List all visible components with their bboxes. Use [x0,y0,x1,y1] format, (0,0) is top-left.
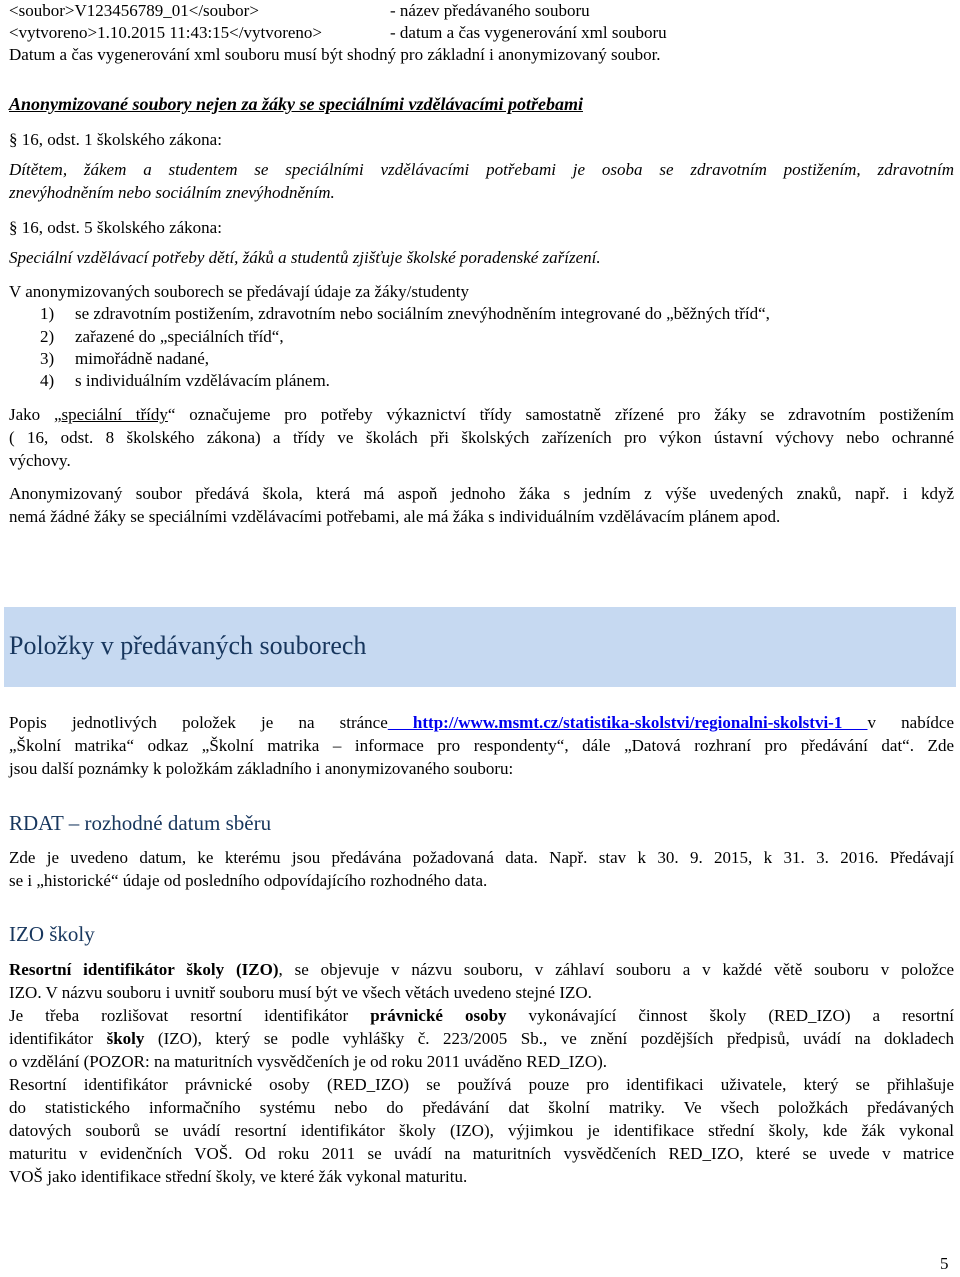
header-note: Datum a čas vygenerování xml souboru musí být shodný pro základní i anonymizovaný soubor. [9,45,661,64]
law-quote-1-line2: znevýhodněním nebo sociálním znevýhodněním. [9,183,335,202]
list-item: 3) mimořádně nadané, [40,349,210,368]
anon-file-line2: nemá žádné žáky se speciálními vzdělávacími potřebami, ale má žáka s individuálním vzdělávacím plánem apod. [9,507,781,526]
list-item: 2) zařazené do „speciálních tříd“, [40,327,284,346]
items-desc-line3: jsou další poznámky k položkám základního i anonymizovaného souboru: [9,759,514,778]
izo-line6: Resortní identifikátor právnické osoby (RED_IZO) se používá pouze pro identifikaci uživatele, který se přihlašuje [9,1075,954,1094]
items-desc-line2: „Školní matrika“ odkaz „Školní matrika – informace pro respondenty“, dále „Datová rozhraní pro předávání dat“. Zde [9,736,954,755]
law-ref-1: § 16, odst. 1 školského zákona: [9,130,222,149]
izo-line1: Resortní identifikátor školy (IZO), se objevuje v názvu souboru, v záhlaví souboru a v každé větě souboru v položce [9,960,954,979]
msmt-link[interactable]: http://www.msmt.cz/statistika-skolstvi/regionalni-skolstvi-1 [387,713,868,732]
header-line-soubor [9,0,590,22]
paragraph-sign-icon: § [9,218,18,237]
special-classes-line3: výchovy. [9,451,71,470]
anon-heading: Anonymizované soubory nejen za žáky se speciálními vzdělávacími potřebami [9,94,583,114]
special-classes-line1: Jako „speciální třídy“ označujeme pro potřeby výkaznictví třídy samostatně zřízené pro žáky se zdravotním postižením [9,405,954,424]
section-title: Položky v předávaných souborech [9,631,367,660]
izo-line3: Je třeba rozlišovat resortní identifikátor právnické osoby vykonávající činnost školy (RED_IZO) a resortní [9,1006,954,1025]
izo-line4: identifikátor školy (IZO), který se podle vyhlášky č. 223/2005 Sb., ve znění pozdějších předpisů, uvádí na dokladech [9,1029,954,1048]
izo-line5: o vzdělání (POZOR: na maturitních vysvědčeních je od roku 2011 uváděno RED_IZO). [9,1052,608,1071]
rdat-line1: Zde je uvedeno datum, ke kterému jsou předávána požadovaná data. Např. stav k 30. 9. 2015, k 31. 3. 2016. Předávají [9,848,954,867]
page-number: 5 [940,1254,949,1273]
izo-line9: maturitu v evidenčních VOŠ. Od roku 2011 se uvádí na maturitních vysvědčeních RED_IZO, které se uvede v matrice [9,1144,954,1163]
items-desc-line1: Popis jednotlivých položek je na stránce http://www.msmt.cz/statistika-skolstvi/regionalni-skolstvi-1 v nabídce [9,713,954,732]
rdat-heading: RDAT – rozhodné datum sběru [9,811,272,835]
anon-file-line1: Anonymizovaný soubor předává škola, která má aspoň jednoho žáka s jedním z výše uvedených znaků, např. i když [9,484,954,503]
izo-line7: do statistického informačního systému nebo do předávání dat školní matriky. Ve všech položkách předávaných [9,1098,954,1117]
header-line-vytvoreno [9,22,667,44]
izo-line2: IZO. V názvu souboru i uvnitř souboru musí být ve všech větách uvedeno stejné IZO. [9,983,592,1002]
vytvoreno-desc: - datum a čas vygenerování xml souboru [390,23,667,42]
izo-heading: IZO školy [9,922,95,946]
law-ref-2: § 16, odst. 5 školského zákona: [9,218,222,237]
izo-line10: VOŠ jako identifikace střední školy, ve které žák vykonal maturitu. [9,1167,468,1186]
list-item: 4) s individuálním vzdělávacím plánem. [40,371,330,390]
special-classes-line2: ( 16, odst. 8 školského zákona) a třídy ve školách při školských zařízeních pro výkon ústavní výchovy nebo ochranné [9,428,954,447]
rdat-line2: se i „historické“ údaje od posledního odpovídajícího rozhodného data. [9,871,488,890]
soubor-desc: - název předávaného souboru [390,1,590,20]
paragraph-sign-icon: § [9,130,18,149]
soubor-tag: <soubor>V123456789_01</soubor> [9,1,259,20]
izo-line8: datových souborů se uvádí resortní identifikátor školy (IZO), výjimkou je identifikace střední školy, kde žák vykonal [9,1121,954,1140]
law-quote-1-line1: Dítětem, žákem a studentem se speciálními vzdělávacími potřebami je osoba se zdravotním postižením, zdravotním [9,160,954,179]
anon-intro: V anonymizovaných souborech se předávají údaje za žáky/studenty [9,282,469,301]
list-item: 1) se zdravotním postižením, zdravotním nebo sociálním znevýhodněním integrované do „běžných tříd“, [40,304,770,323]
law-quote-2: Speciální vzdělávací potřeby dětí, žáků a studentů zjišťuje školské poradenské zařízení. [9,248,601,267]
special-classes-term: speciální třídy [61,405,168,424]
vytvoreno-tag: <vytvoreno>1.10.2015 11:43:15</vytvoreno> [9,23,322,42]
